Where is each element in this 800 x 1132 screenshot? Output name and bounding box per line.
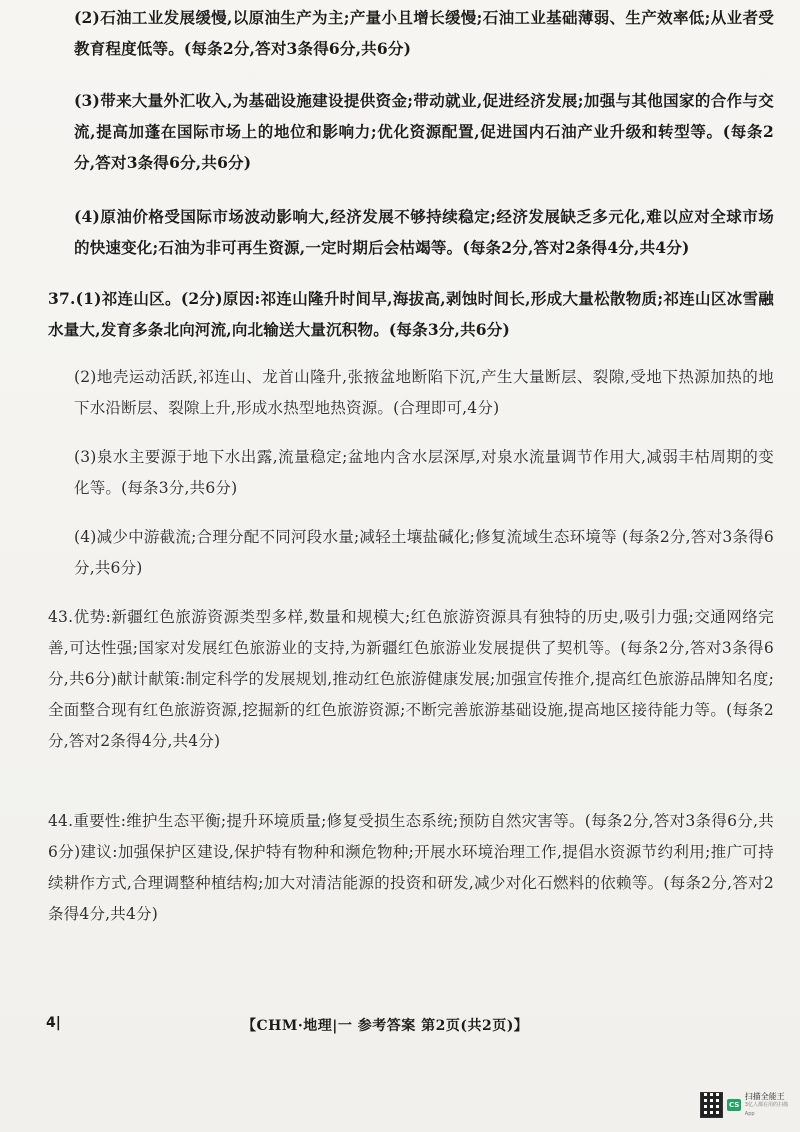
- watermark-subtitle: 3亿人都在用的扫描App: [744, 1101, 788, 1117]
- page-footer: 【CHM·地理|一 参考答案 第2页(共2页)】: [242, 1018, 529, 1034]
- answer-36-2: (2)石油工业发展缓慢,以原油生产为主;产量小且增长缓慢;石油工业基础薄弱、生产效率低;从业者受教育程度低等。(每条2分,答对3条得6分,共6分): [74, 8, 774, 58]
- qr-code-icon: [700, 1092, 723, 1118]
- answer-44: 44.重要性:维护生态平衡;提升环境质量;修复受损生态系统;预防自然灾害等。(每条2分,答对3条得6分,共6分)建议:加强保护区建设,保护特有物种和濒危物种;开展水环境治理工作,提倡水资源节约利用;推广可持续耕作方式,合理调整种植结构;加大对清洁能源的投资和研发,减少对化石燃料的依赖等。(每条2分,答对2条得4分,共4分): [48, 812, 774, 923]
- answer-37-2: (2)地壳运动活跃,祁连山、龙首山隆升,张掖盆地断陷下沉,产生大量断层、裂隙,受地下热源加热的地下水沿断层、裂隙上升,形成水热型地热资源。(合理即可,4分): [74, 368, 774, 417]
- scanner-watermark: [700, 1090, 792, 1120]
- camscanner-logo-icon: CS: [728, 1101, 740, 1109]
- answer-37-1: 37.(1)祁连山区。(2分)原因:祁连山隆升时间早,海拔高,剥蚀时间长,形成大量松散物质;祁连山区冰雪融水量大,发育多条北向河流,向北输送大量沉积物。(每条3分,共6分): [48, 289, 774, 339]
- answer-36-3: (3)带来大量外汇收入,为基础设施建设提供资金;带动就业,促进经济发展;加强与其他国家的合作与交流,提高加蓬在国际市场上的地位和影响力;优化资源配置,促进国内石油产业升级和转型等。(每条2分,答对3条得6分,共6分): [74, 91, 774, 172]
- answer-43: 43.优势:新疆红色旅游资源类型多样,数量和规模大;红色旅游资源具有独特的历史,吸引力强;交通网络完善,可达性强;国家对发展红色旅游业的支持,为新疆红色旅游业发展提供了契机等。(每条2分,答对3条得6分,共6分)献计献策:制定科学的发展规划,推动红色旅游健康发展;加强宣传推介,提高红色旅游品牌知名度;全面整合现有红色旅游资源,挖掘新的红色旅游资源;不断完善旅游基础设施,提高地区接待能力等。(每条2分,答对2条得4分,共4分): [48, 608, 774, 750]
- answer-36-4: (4)原油价格受国际市场波动影响大,经济发展不够持续稳定;经济发展缺乏多元化,难以应对全球市场的快速变化;石油为非可再生资源,一定时期后会枯竭等。(每条2分,答对2条得4分,共4分): [74, 207, 774, 257]
- answer-37-3: (3)泉水主要源于地下水出露,流量稳定;盆地内含水层深厚,对泉水流量调节作用大,减弱丰枯周期的变化等。(每条3分,共6分): [74, 448, 774, 497]
- watermark-text: [745, 1092, 792, 1119]
- watermark-title: 扫描全能王: [744, 1091, 785, 1101]
- answer-37-4: (4)减少中游截流;合理分配不同河段水量;减轻土壤盐碱化;修复流域生态环境等 (每条2分,答对3条得6分,共6分): [74, 528, 774, 577]
- page-corner-mark: 4|: [46, 1015, 61, 1031]
